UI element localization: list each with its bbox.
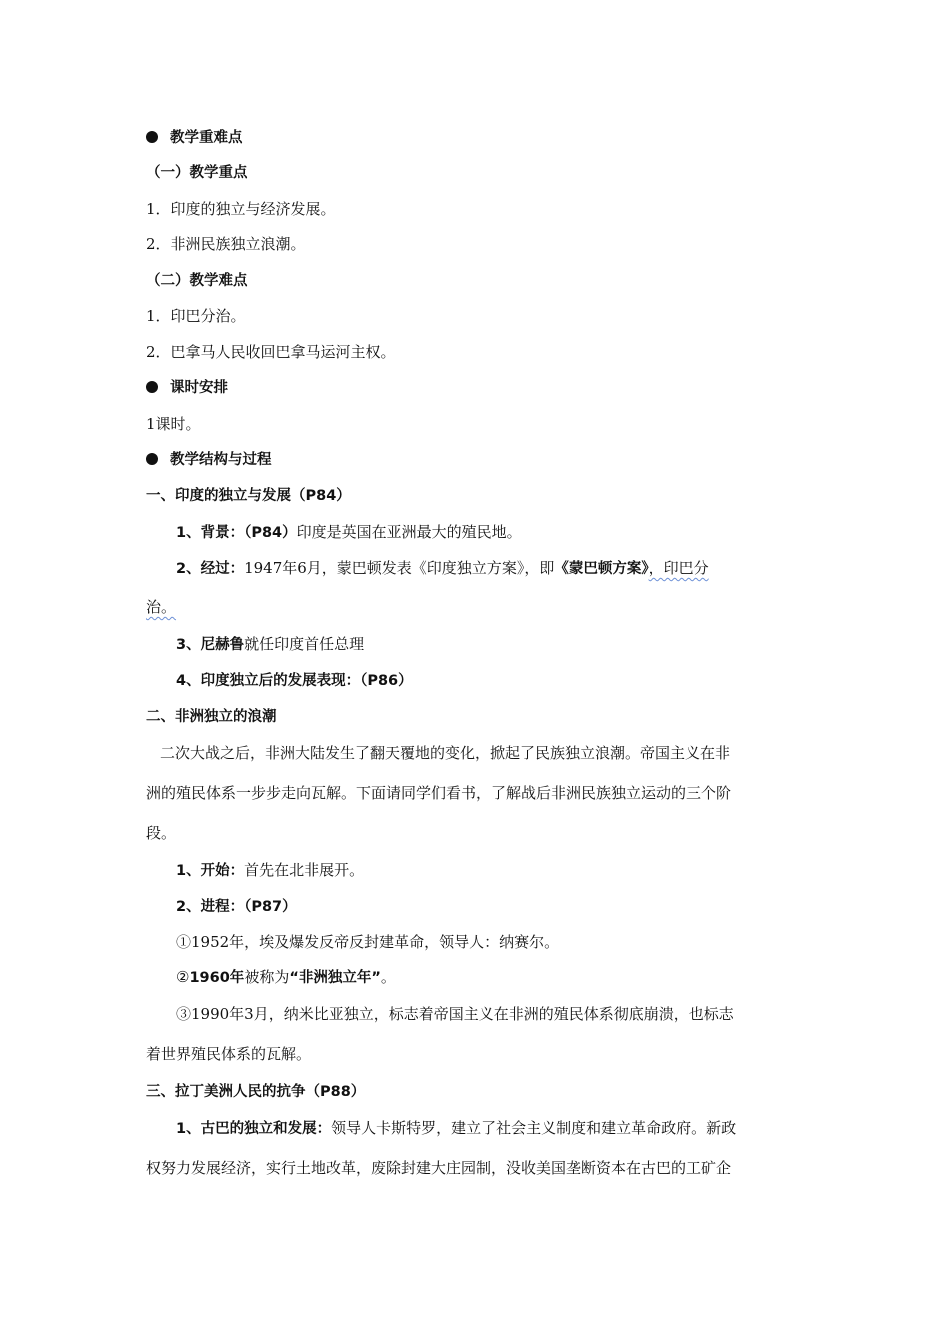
bullet-icon [146, 131, 158, 143]
part2-item-3: ③1990年3月，纳米比亚独立，标志着帝国主义在非洲的殖民体系彻底崩溃，也标志 [176, 1005, 734, 1023]
part1-nehru: 3、尼赫鲁就任印度首任总理 [176, 635, 365, 653]
part1-title: 一、印度的独立与发展（P84） [146, 488, 351, 504]
part2-item-3-cont: 着世界殖民体系的瓦解。 [146, 1045, 312, 1063]
part1-process: 2、经过：1947年6月，蒙巴顿发表《印度独立方案》，即《蒙巴顿方案》，印巴分 [176, 559, 709, 577]
part2-intro-3: 段。 [146, 824, 177, 842]
part2-start: 1、开始：首先在北非展开。 [176, 861, 365, 879]
part2-item-1: ①1952年，埃及爆发反帝反封建革命，领导人：纳赛尔。 [176, 933, 560, 951]
part3-cuba-cont: 权努力发展经济，实行土地改革，废除封建大庄园制，没收美国垄断资本在古巴的工矿企 [146, 1159, 732, 1177]
focus-item-1: 1．印度的独立与经济发展。 [146, 200, 336, 218]
focus-item-2: 2．非洲民族独立浪潮。 [146, 235, 306, 253]
structure-heading: 教学结构与过程 [146, 450, 806, 470]
part1-process-cont: 治。 [146, 598, 177, 616]
schedule-heading: 课时安排 [146, 378, 806, 398]
difficulty-heading: （二）教学难点 [146, 273, 248, 289]
part3-cuba: 1、古巴的独立和发展：领导人卡斯特罗，建立了社会主义制度和建立革命政府。新政 [176, 1119, 737, 1137]
difficulty-item-1: 1．印巴分治。 [146, 307, 246, 325]
part1-development: 4、印度独立后的发展表现：（P86） [176, 673, 413, 689]
part2-title: 二、非洲独立的浪潮 [146, 709, 277, 725]
key-focus-heading: （一）教学重点 [146, 165, 248, 181]
schedule-text: 1课时。 [146, 415, 201, 433]
part2-item-2: ②1960年被称为“非洲独立年”。 [176, 968, 396, 986]
part3-title: 三、拉丁美洲人民的抗争（P88） [146, 1084, 366, 1100]
part2-intro-2: 洲的殖民体系一步步走向瓦解。下面请同学们看书，了解战后非洲民族独立运动的三个阶 [146, 784, 732, 802]
part1-background: 1、背景：（P84）印度是英国在亚洲最大的殖民地。 [176, 523, 522, 541]
bullet-icon [146, 381, 158, 393]
bullet-icon [146, 453, 158, 465]
key-points-heading: 教学重难点 [146, 128, 806, 148]
part2-intro-1: 二次大战之后，非洲大陆发生了翻天覆地的变化，掀起了民族独立浪潮。帝国主义在非 [160, 744, 731, 762]
difficulty-item-2: 2．巴拿马人民收回巴拿马运河主权。 [146, 343, 396, 361]
part2-progress: 2、进程：（P87） [176, 899, 297, 915]
